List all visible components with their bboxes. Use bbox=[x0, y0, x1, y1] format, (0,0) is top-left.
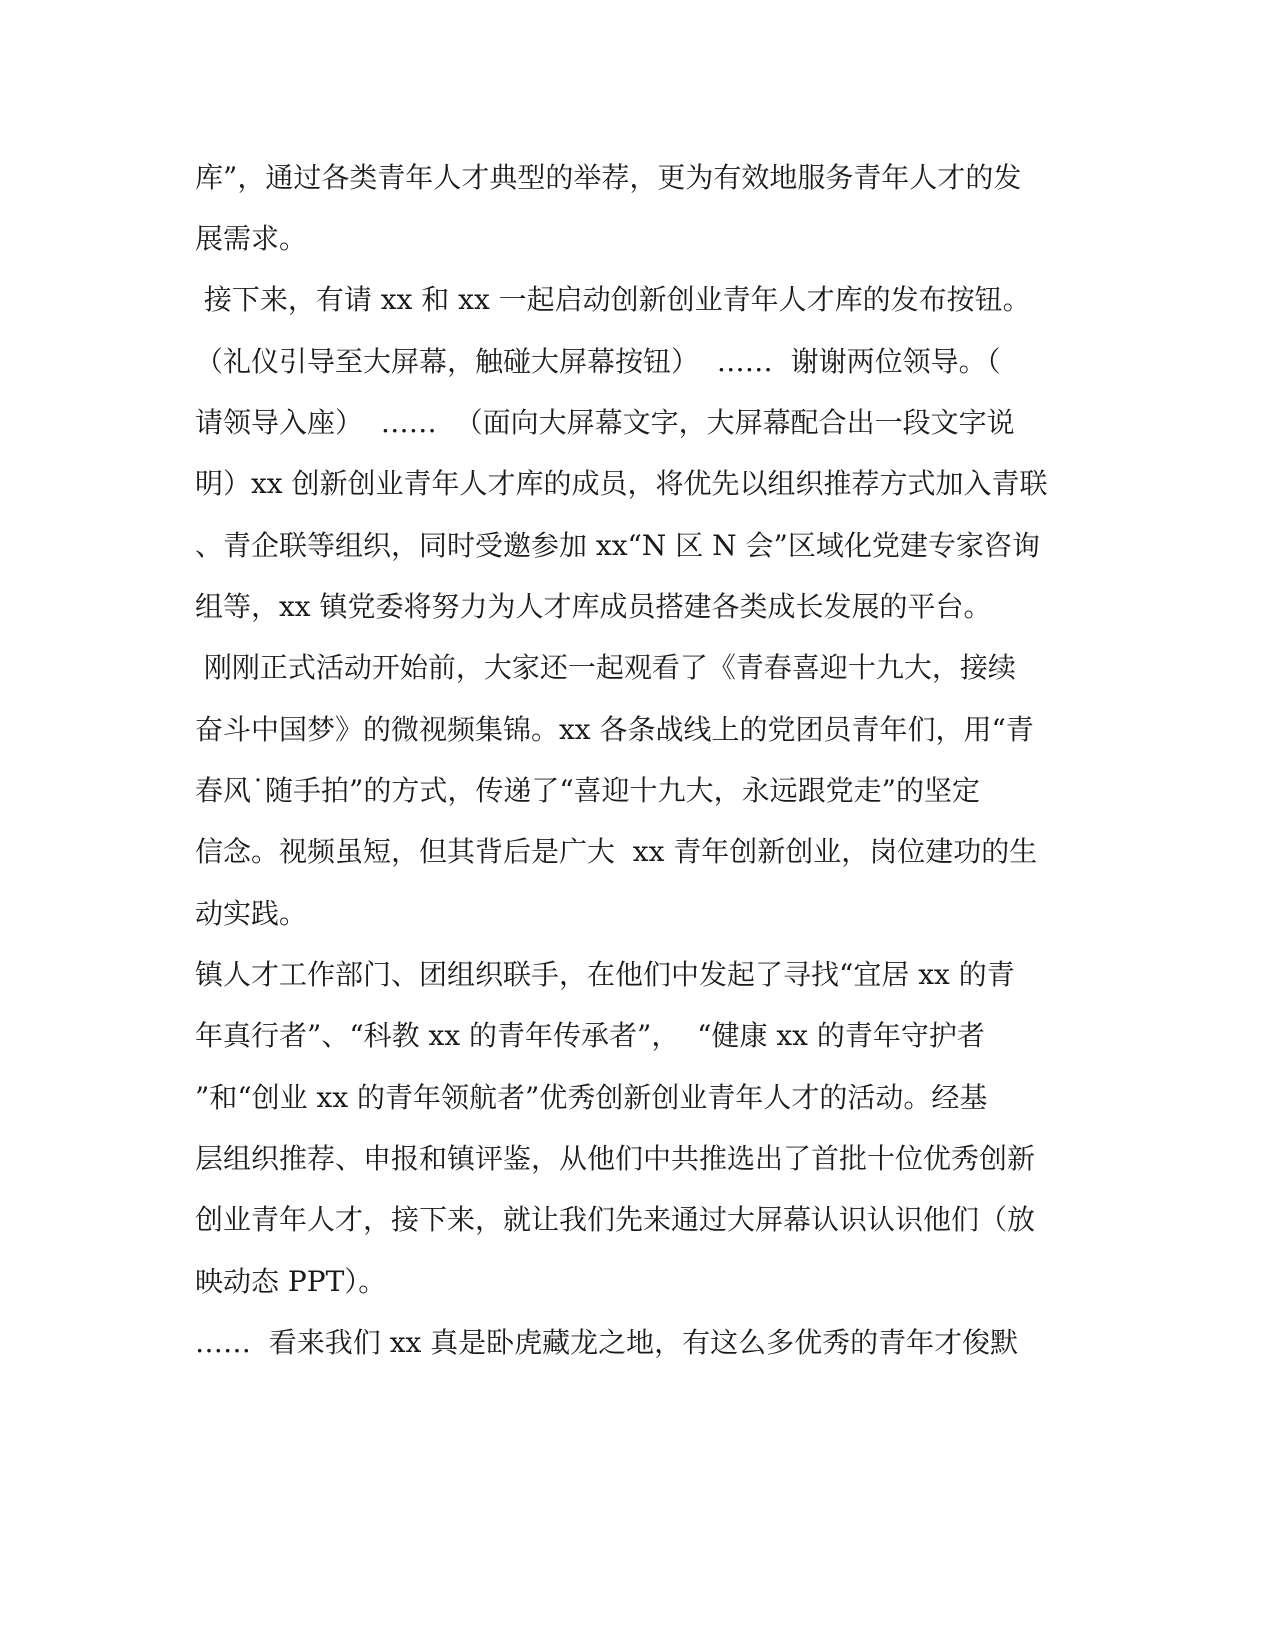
text-line: 展需求。 bbox=[195, 222, 308, 255]
text-line: （礼仪引导至大屏幕，触碰大屏幕按钮） …… 谢谢两位领导。（ bbox=[195, 345, 1001, 378]
text-line: 层组织推荐、申报和镇评鉴，从他们中共推选出了首批十位优秀创新 bbox=[195, 1142, 1036, 1175]
text-line: 、青企联等组织，同时受邀参加 xx“N 区 N 会”区域化党建专家咨询 bbox=[195, 529, 1040, 562]
text-line: 接下来，有请 xx 和 xx 一起启动创新创业青年人才库的发布按钮。 bbox=[195, 283, 1031, 316]
text-line: 库”，通过各类青年人才典型的举荐，更为有效地服务青年人才的发 bbox=[195, 161, 1022, 194]
text-line: 镇人才工作部门、团组织联手，在他们中发起了寻找“宜居 xx 的青 bbox=[195, 958, 1015, 991]
text-line: 春风˙随手拍”的方式，传递了“喜迎十九大，永远跟党走”的坚定 bbox=[195, 774, 980, 807]
text-line: 刚刚正式活动开始前，大家还一起观看了《青春喜迎十九大，接续 bbox=[195, 651, 1016, 684]
text-line: …… 看来我们 xx 真是卧虎藏龙之地，有这么多优秀的青年才俊默 bbox=[195, 1326, 1019, 1359]
text-line: 奋斗中国梦》的微视频集锦。xx 各条战线上的党团员青年们，用“青 bbox=[195, 713, 1034, 746]
text-line: 信念。视频虽短，但其背后是广大 xx 青年创新创业，岗位建功的生 bbox=[195, 835, 1038, 868]
text-line: 动实践。 bbox=[195, 897, 308, 930]
text-line: 创业青年人才，接下来，就让我们先来通过大屏幕认识认识他们（放 bbox=[195, 1203, 1036, 1236]
text-line: 映动态 PPT）。 bbox=[195, 1265, 387, 1298]
text-line: 组等，xx 镇党委将努力为人才库成员搭建各类成长发展的平台。 bbox=[195, 590, 992, 623]
text-line: 明）xx 创新创业青年人才库的成员，将优先以组织推荐方式加入青联 bbox=[195, 467, 1048, 500]
text-line: 年真行者”、“科教 xx 的青年传承者”， “健康 xx 的青年守护者 bbox=[195, 1019, 985, 1052]
text-line: ”和“创业 xx 的青年领航者”优秀创新创业青年人才的活动。经基 bbox=[195, 1081, 988, 1114]
text-line: 请领导入座） …… （面向大屏幕文字，大屏幕配合出一段文字说 bbox=[195, 406, 1015, 439]
